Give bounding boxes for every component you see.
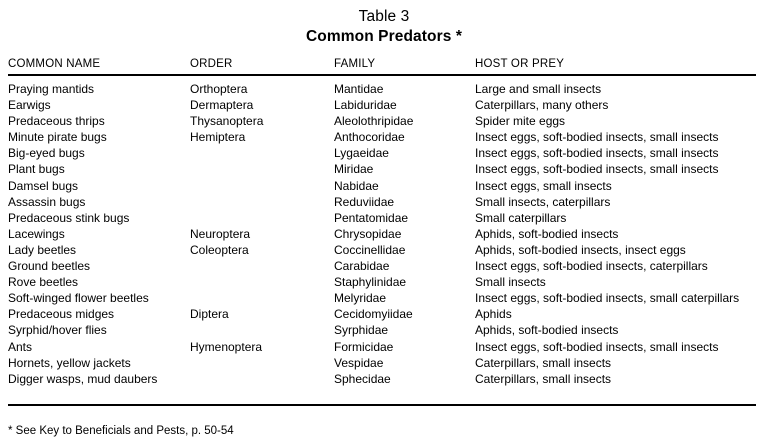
column-header-order: ORDER xyxy=(190,58,334,75)
cell-common_name: Big-eyed bugs xyxy=(8,146,85,161)
table-number: Table 3 xyxy=(358,8,410,25)
table-row xyxy=(8,290,756,306)
cell-order: Dermaptera xyxy=(190,98,254,113)
cell-host_or_prey: Spider mite eggs xyxy=(475,114,566,129)
cell-family: Anthocoridae xyxy=(334,130,405,145)
cell-host_or_prey: Aphids, soft-bodied insects xyxy=(475,226,619,241)
table-row xyxy=(8,97,756,113)
column-header-common-name: COMMON NAME xyxy=(8,58,190,75)
cell-order xyxy=(190,274,334,290)
cell-host_or_prey: Aphids xyxy=(475,307,512,322)
cell-order xyxy=(190,258,334,274)
cell-host_or_prey: Insect eggs, soft-bodied insects, small insects xyxy=(475,162,719,177)
table-row xyxy=(8,113,756,129)
cell-common_name: Syrphid/hover flies xyxy=(8,323,107,338)
cell-family: Miridae xyxy=(334,162,374,177)
cell-order: Neuroptera xyxy=(190,226,251,241)
cell-host_or_prey: Small caterpillars xyxy=(475,210,567,225)
cell-host_or_prey: Caterpillars, many others xyxy=(475,98,609,113)
cell-family: Cecidomyiidae xyxy=(334,307,413,322)
cell-host_or_prey: Insect eggs, soft-bodied insects, small insects xyxy=(475,146,719,161)
table-row xyxy=(8,242,756,258)
cell-order xyxy=(190,145,334,161)
table-row xyxy=(8,371,756,387)
table-row xyxy=(8,75,756,97)
common-predators-table xyxy=(8,58,756,387)
cell-family: Carabidae xyxy=(334,259,390,274)
cell-common_name: Predaceous midges xyxy=(8,307,115,322)
cell-host_or_prey: Insect eggs, soft-bodied insects, caterpillars xyxy=(475,259,708,274)
table-row xyxy=(8,339,756,355)
table-row xyxy=(8,129,756,145)
cell-family: Labiduridae xyxy=(334,98,397,113)
cell-common_name: Assassin bugs xyxy=(8,194,86,209)
cell-family: Nabidae xyxy=(334,178,379,193)
table-header xyxy=(8,58,756,75)
cell-order xyxy=(190,194,334,210)
column-header-family: FAMILY xyxy=(334,58,475,75)
table-footnote: * See Key to Beneficials and Pests, p. 50-54 xyxy=(8,425,234,437)
cell-host_or_prey: Insect eggs, soft-bodied insects, small insects xyxy=(475,130,719,145)
cell-host_or_prey: Caterpillars, small insects xyxy=(475,371,612,386)
table-row xyxy=(8,258,756,274)
cell-host_or_prey: Aphids, soft-bodied insects xyxy=(475,323,619,338)
table-row xyxy=(8,178,756,194)
cell-family: Lygaeidae xyxy=(334,146,389,161)
table-title-block xyxy=(0,0,768,47)
table-row xyxy=(8,322,756,338)
cell-order: Hymenoptera xyxy=(190,339,263,354)
cell-host_or_prey: Insect eggs, small insects xyxy=(475,178,612,193)
table-row xyxy=(8,210,756,226)
cell-order: Orthoptera xyxy=(190,82,248,96)
cell-common_name: Soft-winged flower beetles xyxy=(8,291,149,306)
cell-family: Pentatomidae xyxy=(334,210,409,225)
cell-order xyxy=(190,322,334,338)
cell-family: Formicidae xyxy=(334,339,394,354)
cell-common_name: Damsel bugs xyxy=(8,178,79,193)
table-row xyxy=(8,226,756,242)
cell-common_name: Hornets, yellow jackets xyxy=(8,355,131,370)
table-row xyxy=(8,306,756,322)
cell-common_name: Predaceous stink bugs xyxy=(8,210,130,225)
cell-family: Coccinellidae xyxy=(334,242,406,257)
cell-host_or_prey: Insect eggs, soft-bodied insects, small caterpillars xyxy=(475,291,740,306)
cell-host_or_prey: Small insects, caterpillars xyxy=(475,194,611,209)
table-body xyxy=(8,75,756,387)
cell-family: Staphylinidae xyxy=(334,275,407,290)
cell-order xyxy=(190,210,334,226)
cell-family: Reduviidae xyxy=(334,194,395,209)
cell-host_or_prey: Caterpillars, small insects xyxy=(475,355,612,370)
cell-common_name: Rove beetles xyxy=(8,275,79,290)
predators-table-container xyxy=(8,58,756,387)
table-row xyxy=(8,274,756,290)
cell-order xyxy=(190,161,334,177)
cell-common_name: Lacewings xyxy=(8,226,65,241)
cell-family: Chrysopidae xyxy=(334,226,402,241)
cell-order xyxy=(190,355,334,371)
cell-family: Mantidae xyxy=(334,82,384,96)
page-title: Common Predators * xyxy=(306,28,462,45)
cell-order xyxy=(190,290,334,306)
cell-common_name: Earwigs xyxy=(8,98,51,113)
cell-host_or_prey: Insect eggs, soft-bodied insects, small insects xyxy=(475,339,719,354)
cell-order: Hemiptera xyxy=(190,130,246,145)
cell-family: Syrphidae xyxy=(334,323,389,338)
cell-family: Melyridae xyxy=(334,291,387,306)
cell-family: Sphecidae xyxy=(334,371,391,386)
cell-common_name: Predaceous thrips xyxy=(8,114,105,129)
column-header-host-or-prey: HOST OR PREY xyxy=(475,58,756,75)
cell-host_or_prey: Aphids, soft-bodied insects, insect eggs xyxy=(475,242,686,257)
cell-order: Coleoptera xyxy=(190,242,249,257)
table-bottom-rule xyxy=(8,404,756,406)
cell-common_name: Digger wasps, mud daubers xyxy=(8,371,158,386)
cell-order xyxy=(190,371,334,387)
cell-common_name: Plant bugs xyxy=(8,162,65,177)
cell-common_name: Ants xyxy=(8,339,33,354)
table-header-row xyxy=(8,58,756,75)
table-row xyxy=(8,161,756,177)
cell-family: Aleolothripidae xyxy=(334,114,414,129)
cell-order xyxy=(190,178,334,194)
table-row xyxy=(8,355,756,371)
cell-family: Vespidae xyxy=(334,355,384,370)
cell-common_name: Lady beetles xyxy=(8,242,77,257)
table-row xyxy=(8,145,756,161)
cell-host_or_prey: Large and small insects xyxy=(475,82,602,96)
cell-host_or_prey: Small insects xyxy=(475,275,546,290)
cell-common_name: Minute pirate bugs xyxy=(8,130,107,145)
cell-common_name: Ground beetles xyxy=(8,259,91,274)
table-row xyxy=(8,194,756,210)
cell-order: Thysanoptera xyxy=(190,114,264,129)
cell-common_name: Praying mantids xyxy=(8,82,95,96)
cell-order: Diptera xyxy=(190,307,229,322)
